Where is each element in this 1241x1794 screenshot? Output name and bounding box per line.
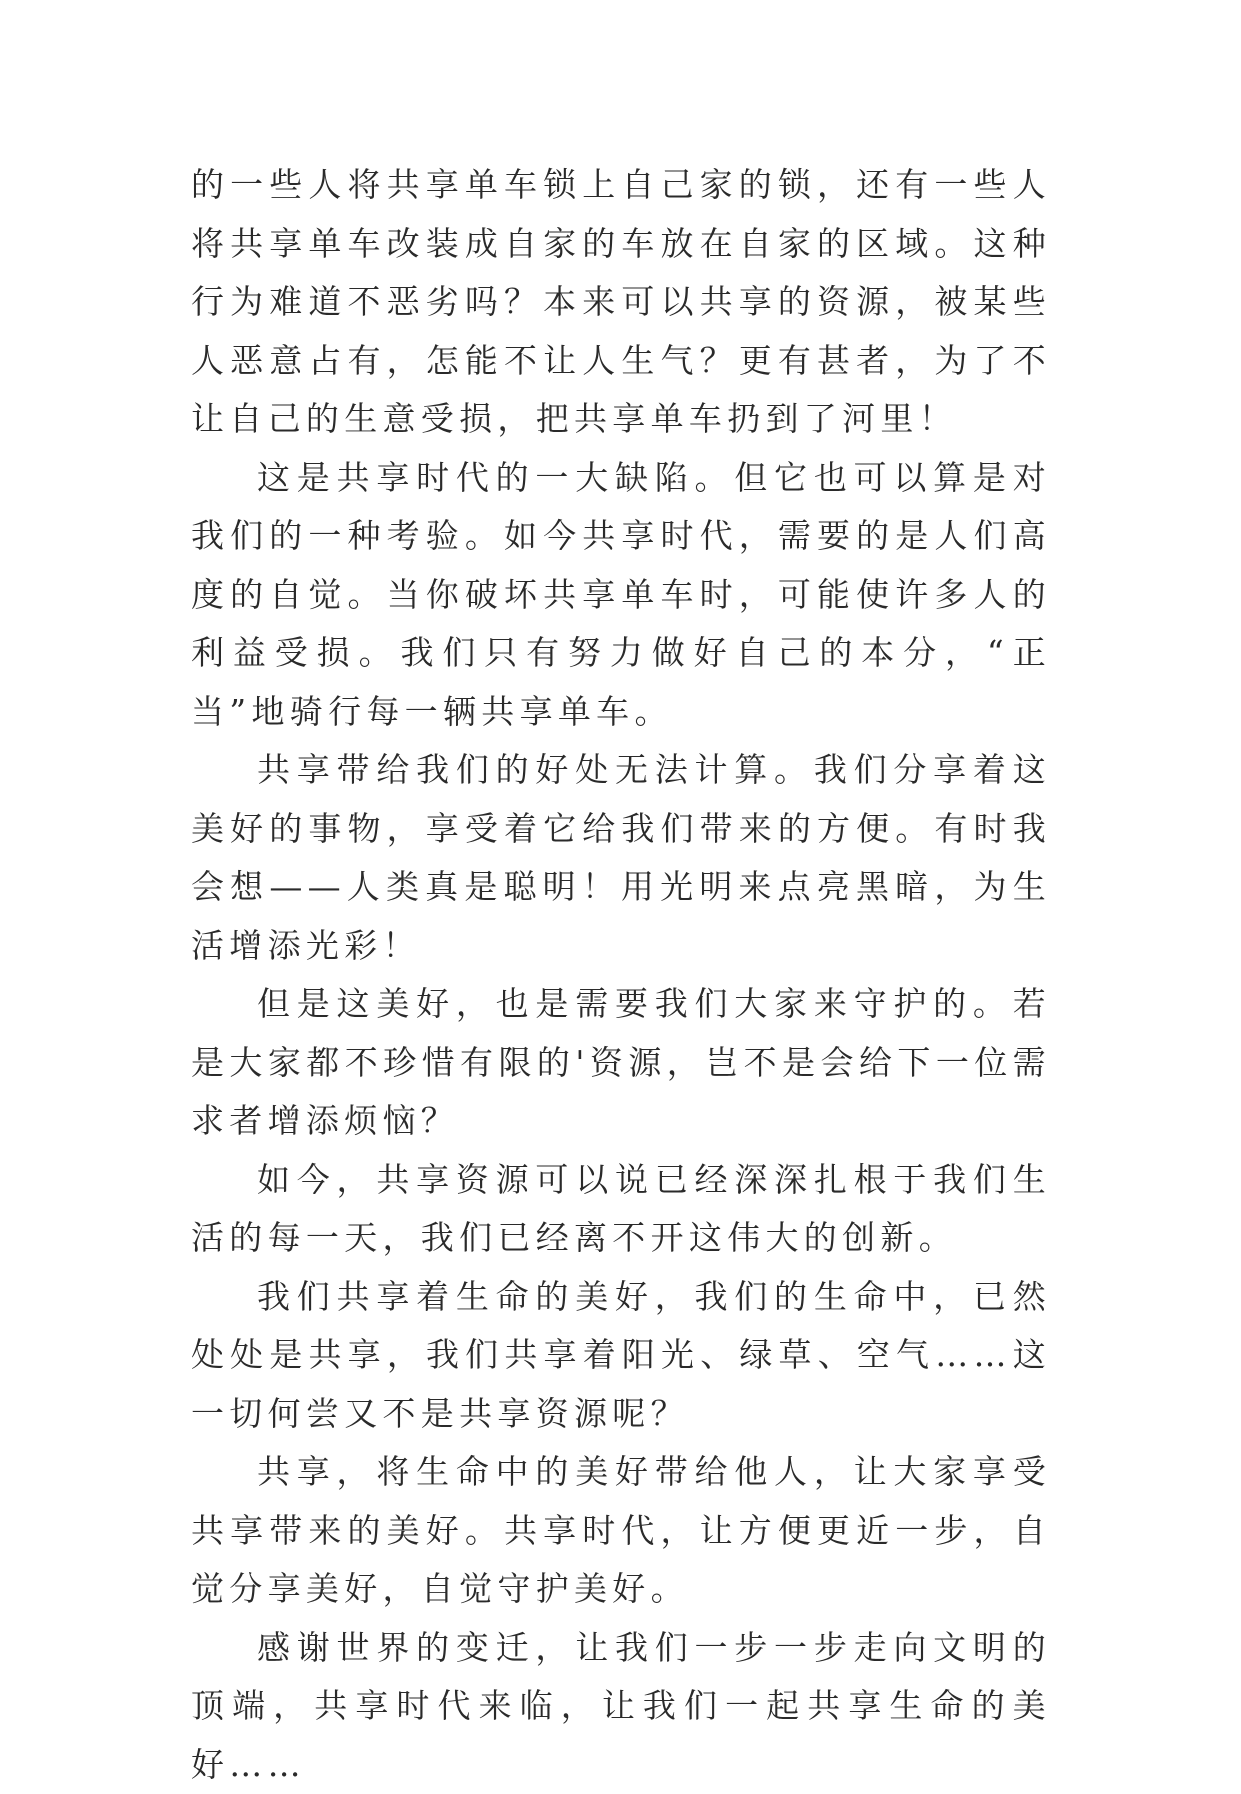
document-body [191, 156, 1051, 1794]
paragraph: 如今，共享资源可以说已经深深扎根于我们生活的每一天，我们已经离不开这伟大的创新。 [191, 1151, 1051, 1268]
paragraph: 共享带给我们的好处无法计算。我们分享着这美好的事物，享受着它给我们带来的方便。有时我会想——人类真是聪明！用光明来点亮黑暗，为生活增添光彩！ [191, 741, 1051, 975]
paragraph: 但是这美好，也是需要我们大家来守护的。若是大家都不珍惜有限的'资源，岂不是会给下一位需求者增添烦恼？ [191, 975, 1051, 1151]
paragraph: 的一些人将共享单车锁上自己家的锁，还有一些人将共享单车改装成自家的车放在自家的区域。这种行为难道不恶劣吗？本来可以共享的资源，被某些人恶意占有，怎能不让人生气？更有甚者，为了不让自己的生意受损，把共享单车扔到了河里！ [191, 156, 1051, 449]
paragraph: 感谢世界的变迁，让我们一步一步走向文明的顶端，共享时代来临，让我们一起共享生命的美好…… [191, 1619, 1051, 1794]
paragraph: 共享，将生命中的美好带给他人，让大家享受共享带来的美好。共享时代，让方便更近一步，自觉分享美好，自觉守护美好。 [191, 1443, 1051, 1619]
paragraph: 我们共享着生命的美好，我们的生命中，已然处处是共享，我们共享着阳光、绿草、空气……这一切何尝又不是共享资源呢？ [191, 1268, 1051, 1444]
paragraph: 这是共享时代的一大缺陷。但它也可以算是对我们的一种考验。如今共享时代，需要的是人们高度的自觉。当你破坏共享单车时，可能使许多人的利益受损。我们只有努力做好自己的本分，“正当”地骑行每一辆共享单车。 [191, 449, 1051, 742]
